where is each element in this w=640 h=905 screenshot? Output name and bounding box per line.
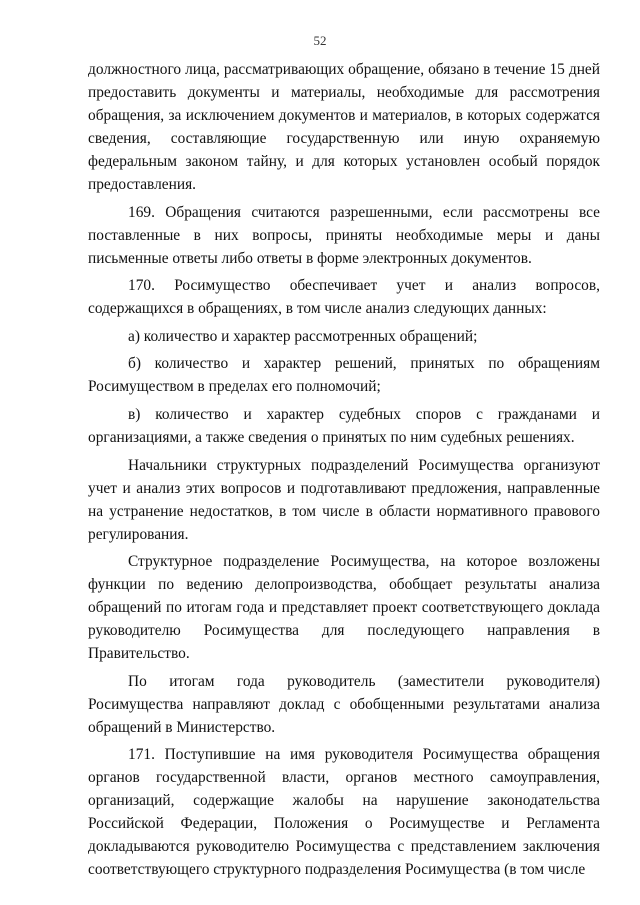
page-number: 52 — [313, 33, 327, 48]
document-body — [88, 58, 600, 886]
paragraph-170: 170. Росимущество обеспечивает учет и анализ вопросов, содержащихся в обращениях, в том числе анализ следующих данных: — [88, 277, 600, 318]
list-item-b: б) количество и характер решений, принятых по обращениям Росимуществом в пределах его полномочий; — [88, 355, 600, 396]
paragraph-171: 171. Поступившие на имя руководителя Росимущества обращения органов государственной власти, органов местного самоуправления, организаций, содержащие жалобы на нарушение законодательства Российской Федерации, Положения о Росимуществе и Регламента докладываются руководителю Росимущества с представлением заключения соответствующего структурного подразделения Росимущества (в том числе — [88, 746, 600, 879]
paragraph-169: 169. Обращения считаются разрешенными, если рассмотрены все поставленные в них вопросы, приняты необходимые меры и даны письменные ответы либо ответы в форме электронных документов. — [88, 203, 600, 267]
list-item-a: а) количество и характер рассмотренных обращений; — [128, 327, 478, 345]
paragraph-records-unit: Структурное подразделение Росимущества, на которое возложены функции по ведению делопроизводства, обобщает результаты анализа обращений по итогам года и представляет проект соответствующего доклада руководителю Росимущества для последующего направления в Правительство. — [88, 553, 600, 663]
list-item-v: в) количество и характер судебных споров с гражданами и организациями, а также сведения о принятых по ним судебных решениях. — [88, 405, 600, 446]
paragraph-annual-report: По итогам года руководитель (заместители руководителя) Росимущества направляют доклад с обобщенными результатами анализа обращений в Министерство. — [88, 672, 600, 736]
paragraph-heads-of-units: Начальники структурных подразделений Росимущества организуют учет и анализ этих вопросов и подготавливают предложения, направленные на устранение недостатков, в том числе в области нормативного правового регулирования. — [88, 456, 600, 543]
paragraph-continuation: должностного лица, рассматривающих обращение, обязано в течение 15 дней предоставить документы и материалы, необходимые для рассмотрения обращения, за исключением документов и материалов, в которых содержатся сведения, составляющие государственную или иную охраняемую федеральным законом тайну, и для которых установлен особый порядок предоставления. — [88, 61, 600, 193]
